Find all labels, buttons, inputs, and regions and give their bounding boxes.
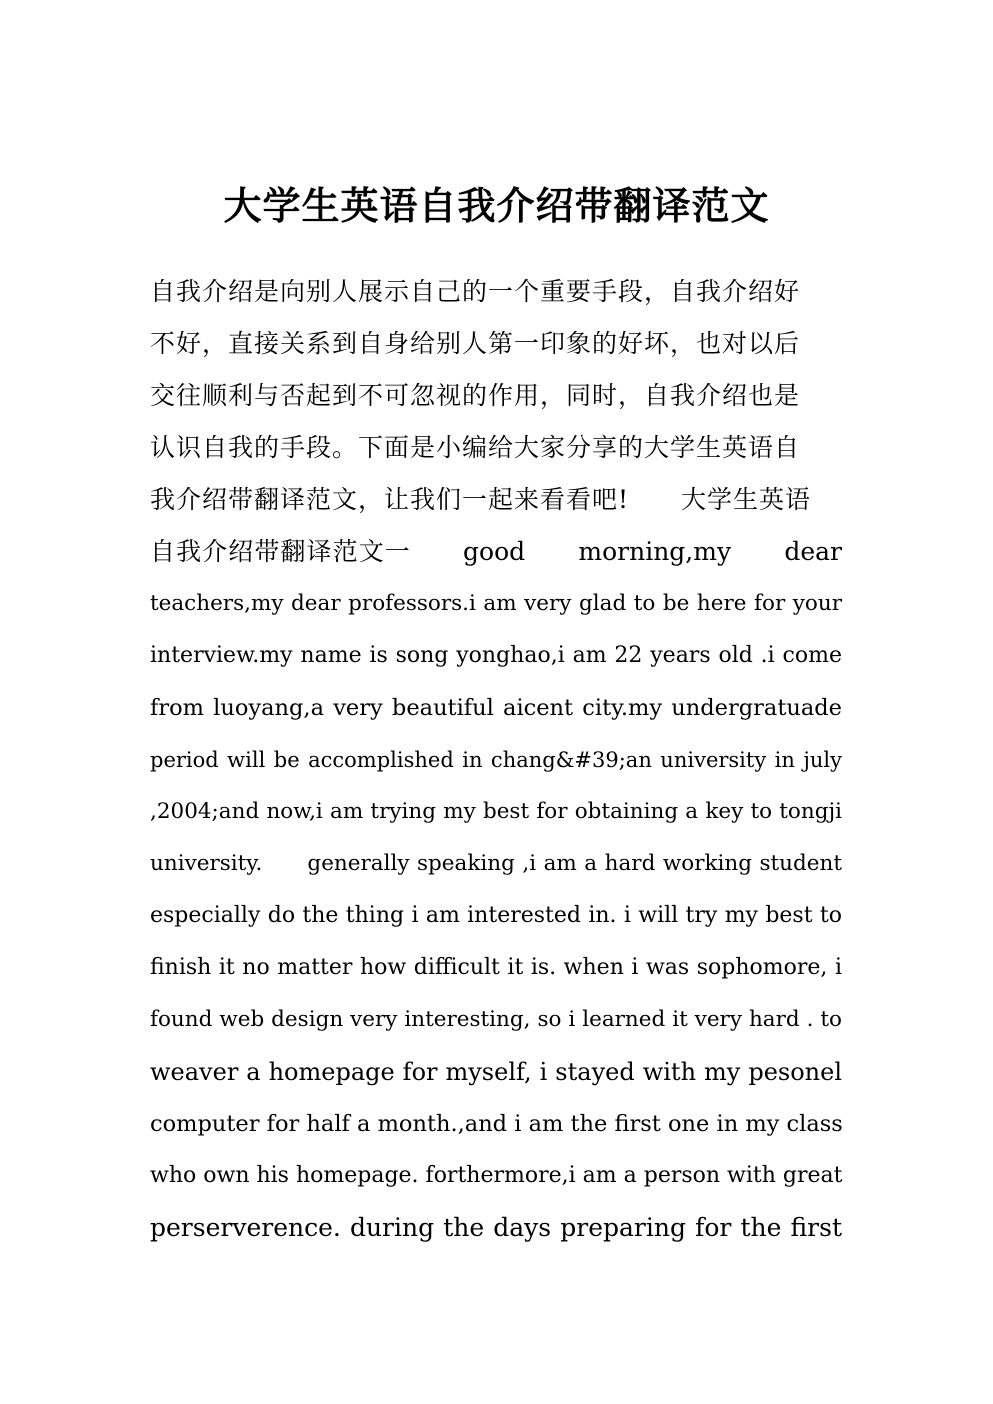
body-line-1: 自我介绍是向别人展示自己的一个重要手段，自我介绍好 <box>150 277 801 306</box>
body-line-7: teachers,my dear professors.i am very glad to be here for your <box>150 591 842 616</box>
document-title: 大学生英语自我介绍带翻译范文 <box>223 183 770 228</box>
body-line-4: 认识自我的手段。下面是小编给大家分享的大学生英语自 <box>150 433 801 462</box>
body-line-8: interview.my name is song yonghao,i am 22 years old .i come <box>150 643 842 668</box>
body-line-15: found web design very interesting, so i learned it very hard . to <box>150 1007 842 1032</box>
body-line-6: 自我介绍带翻译范文一 good morning,my dear <box>150 537 842 566</box>
body-line-14: finish it no matter how difficult it is. when i was sophomore, i <box>150 955 842 980</box>
body-line-19: perserverence. during the days preparing for the first <box>150 1213 842 1242</box>
body-line-9: from luoyang,a very beautiful aicent city.my undergratuade <box>150 695 842 721</box>
body-line-3: 交往顺利与否起到不可忽视的作用，同时，自我介绍也是 <box>150 381 801 410</box>
body-line-5: 我介绍带翻译范文，让我们一起来看看吧! 大学生英语 <box>150 485 812 514</box>
body-line-12: university. generally speaking ,i am a hard working student <box>150 851 842 876</box>
body-line-13: especially do the thing i am interested in. i will try my best to <box>150 903 842 928</box>
body-line-18: who own his homepage. forthermore,i am a person with great <box>150 1163 843 1188</box>
body-line-2: 不好，直接关系到自身给别人第一印象的好坏，也对以后 <box>150 329 801 358</box>
body-line-10: period will be accomplished in chang&#39;an university in july <box>150 748 842 772</box>
body-line-17: computer for half a month.,and i am the first one in my class <box>150 1111 843 1137</box>
body-line-16: weaver a homepage for myself, i stayed with my pesonel <box>150 1058 842 1086</box>
body-line-11: ,2004;and now,i am trying my best for obtaining a key to tongji <box>150 799 842 824</box>
